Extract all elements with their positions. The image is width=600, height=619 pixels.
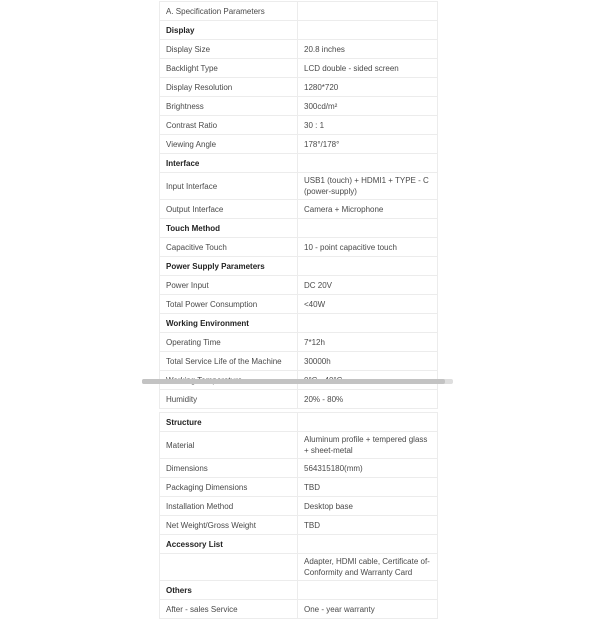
table-row	[160, 200, 438, 219]
spec-label-cell: Capacitive Touch	[160, 238, 298, 257]
spec-value-cell: 30000h	[298, 352, 438, 371]
spec-value-cell: USB1 (touch) + HDMI1 + TYPE - C (power-supply)	[298, 173, 438, 200]
spec-label-cell: Dimensions	[160, 459, 298, 478]
spec-value-cell: TBD	[298, 516, 438, 535]
spec-label-cell: Input Interface	[160, 173, 298, 200]
table-row	[160, 497, 438, 516]
spec-label-cell: Interface	[160, 154, 298, 173]
table-row	[160, 333, 438, 352]
table-row	[160, 352, 438, 371]
spec-value-cell	[298, 2, 438, 21]
spec-label-cell: Power Input	[160, 276, 298, 295]
table-row	[160, 581, 438, 600]
spec-value-cell: TBD	[298, 478, 438, 497]
table-row	[160, 238, 438, 257]
spec-value-cell	[298, 21, 438, 40]
table-row	[160, 535, 438, 554]
spec-label-cell	[160, 554, 298, 581]
table-row	[160, 257, 438, 276]
spec-value-cell: 20% - 80%	[298, 390, 438, 409]
spec-value-cell: Aluminum profile + tempered glass + sheet-metal	[298, 432, 438, 459]
spec-value-cell	[298, 581, 438, 600]
spec-value-cell: LCD double - sided screen	[298, 59, 438, 78]
table-row	[160, 516, 438, 535]
spec-label-cell: Installation Method	[160, 497, 298, 516]
table-row	[160, 21, 438, 40]
spec-label-cell: A. Specification Parameters	[160, 2, 298, 21]
spec-label-cell: Working Environment	[160, 314, 298, 333]
spec-value-cell: 300cd/m²	[298, 97, 438, 116]
table-row	[160, 97, 438, 116]
structure-table-grid	[159, 412, 438, 619]
table-row	[160, 219, 438, 238]
spec-value-cell	[298, 314, 438, 333]
table-row	[160, 59, 438, 78]
table-row	[160, 276, 438, 295]
spec-label-cell: Others	[160, 581, 298, 600]
specification-parameters-table	[159, 1, 437, 409]
table-row	[160, 154, 438, 173]
spec-label-cell: After - sales Service	[160, 600, 298, 619]
spec-label-cell: Accessory List	[160, 535, 298, 554]
structure-accessory-table	[159, 412, 437, 619]
spec-label-cell: Brightness	[160, 97, 298, 116]
table-row	[160, 40, 438, 59]
spec-label-cell: Output Interface	[160, 200, 298, 219]
spec-value-cell	[298, 154, 438, 173]
spec-value-cell: Desktop base	[298, 497, 438, 516]
table-row	[160, 135, 438, 154]
table-row	[160, 478, 438, 497]
spec-value-cell	[298, 413, 438, 432]
spec-label-cell: Packaging Dimensions	[160, 478, 298, 497]
spec-label-cell: Net Weight/Gross Weight	[160, 516, 298, 535]
spec-value-cell	[298, 257, 438, 276]
spec-label-cell: Material	[160, 432, 298, 459]
table-row	[160, 554, 438, 581]
spec-value-cell: 10 - point capacitive touch	[298, 238, 438, 257]
spec-label-cell: Operating Time	[160, 333, 298, 352]
spec-label-cell: Backlight Type	[160, 59, 298, 78]
spec-table-grid	[159, 1, 438, 409]
spec-label-cell: Humidity	[160, 390, 298, 409]
spec-value-cell: Adapter, HDMI cable, Certificate of-Conformity and Warranty Card	[298, 554, 438, 581]
horizontal-scrollbar[interactable]	[142, 379, 453, 384]
structure-table-body	[160, 413, 438, 619]
table-row	[160, 390, 438, 409]
spec-value-cell: DC 20V	[298, 276, 438, 295]
spec-label-cell: Total Power Consumption	[160, 295, 298, 314]
spec-value-cell: Camera + Microphone	[298, 200, 438, 219]
spec-value-cell	[298, 219, 438, 238]
spec-value-cell: 178°/178°	[298, 135, 438, 154]
table-row	[160, 2, 438, 21]
spec-value-cell: 1280*720	[298, 78, 438, 97]
spec-label-cell: Display Size	[160, 40, 298, 59]
spec-value-cell: 30 : 1	[298, 116, 438, 135]
spec-label-cell: Contrast Ratio	[160, 116, 298, 135]
table-row	[160, 295, 438, 314]
spec-value-cell: 564315180(mm)	[298, 459, 438, 478]
spec-label-cell: Total Service Life of the Machine	[160, 352, 298, 371]
spec-value-cell: 7*12h	[298, 333, 438, 352]
table-row	[160, 314, 438, 333]
table-row	[160, 413, 438, 432]
spec-label-cell: Structure	[160, 413, 298, 432]
table-row	[160, 600, 438, 619]
spec-label-cell: Touch Method	[160, 219, 298, 238]
spec-label-cell: Display Resolution	[160, 78, 298, 97]
spec-value-cell: <40W	[298, 295, 438, 314]
table-row	[160, 432, 438, 459]
table-row	[160, 459, 438, 478]
spec-value-cell: 20.8 inches	[298, 40, 438, 59]
spec-table-body	[160, 2, 438, 409]
table-row	[160, 173, 438, 200]
spec-value-cell	[298, 535, 438, 554]
table-row	[160, 116, 438, 135]
spec-value-cell: One - year warranty	[298, 600, 438, 619]
spec-label-cell: Display	[160, 21, 298, 40]
table-row	[160, 78, 438, 97]
spec-label-cell: Power Supply Parameters	[160, 257, 298, 276]
spec-label-cell: Viewing Angle	[160, 135, 298, 154]
scrollbar-thumb[interactable]	[142, 379, 445, 384]
